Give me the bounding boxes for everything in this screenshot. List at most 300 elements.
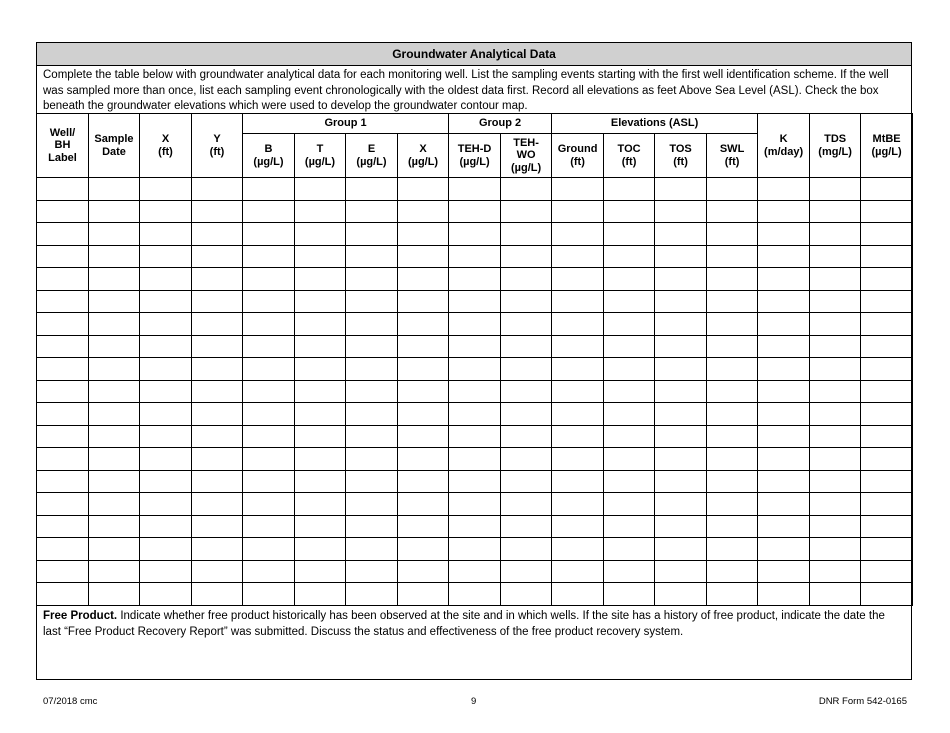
table-cell[interactable] bbox=[552, 178, 604, 201]
table-cell[interactable] bbox=[861, 245, 913, 268]
table-cell[interactable] bbox=[655, 200, 707, 223]
table-cell[interactable] bbox=[243, 380, 295, 403]
table-cell[interactable] bbox=[398, 223, 449, 246]
table-cell[interactable] bbox=[243, 358, 295, 381]
table-cell[interactable] bbox=[861, 335, 913, 358]
table-cell[interactable] bbox=[295, 335, 346, 358]
table-cell[interactable] bbox=[655, 245, 707, 268]
table-cell[interactable] bbox=[346, 583, 398, 606]
table-cell[interactable] bbox=[37, 358, 89, 381]
table-cell[interactable] bbox=[398, 245, 449, 268]
table-cell[interactable] bbox=[140, 200, 192, 223]
table-cell[interactable] bbox=[810, 583, 861, 606]
table-cell[interactable] bbox=[449, 380, 501, 403]
table-cell[interactable] bbox=[655, 493, 707, 516]
table-cell[interactable] bbox=[501, 223, 552, 246]
table-cell[interactable] bbox=[707, 268, 758, 291]
table-cell[interactable] bbox=[89, 583, 140, 606]
table-cell[interactable] bbox=[295, 425, 346, 448]
table-cell[interactable] bbox=[37, 560, 89, 583]
table-cell[interactable] bbox=[37, 448, 89, 471]
table-cell[interactable] bbox=[501, 448, 552, 471]
table-cell[interactable] bbox=[140, 425, 192, 448]
table-cell[interactable] bbox=[449, 358, 501, 381]
table-cell[interactable] bbox=[346, 515, 398, 538]
table-cell[interactable] bbox=[192, 245, 243, 268]
table-cell[interactable] bbox=[37, 380, 89, 403]
table-cell[interactable] bbox=[604, 200, 655, 223]
table-cell[interactable] bbox=[192, 583, 243, 606]
table-cell[interactable] bbox=[346, 358, 398, 381]
table-cell[interactable] bbox=[655, 403, 707, 426]
table-cell[interactable] bbox=[655, 223, 707, 246]
table-cell[interactable] bbox=[810, 515, 861, 538]
table-cell[interactable] bbox=[655, 178, 707, 201]
table-cell[interactable] bbox=[655, 335, 707, 358]
table-cell[interactable] bbox=[758, 290, 810, 313]
table-cell[interactable] bbox=[604, 245, 655, 268]
table-cell[interactable] bbox=[89, 403, 140, 426]
table-cell[interactable] bbox=[398, 268, 449, 291]
table-cell[interactable] bbox=[810, 178, 861, 201]
table-cell[interactable] bbox=[758, 200, 810, 223]
table-cell[interactable] bbox=[398, 515, 449, 538]
table-cell[interactable] bbox=[140, 448, 192, 471]
table-cell[interactable] bbox=[243, 245, 295, 268]
table-cell[interactable] bbox=[295, 290, 346, 313]
table-cell[interactable] bbox=[243, 515, 295, 538]
table-cell[interactable] bbox=[861, 515, 913, 538]
table-cell[interactable] bbox=[655, 560, 707, 583]
table-cell[interactable] bbox=[295, 358, 346, 381]
table-cell[interactable] bbox=[552, 358, 604, 381]
table-cell[interactable] bbox=[243, 448, 295, 471]
table-cell[interactable] bbox=[552, 223, 604, 246]
table-cell[interactable] bbox=[243, 403, 295, 426]
table-cell[interactable] bbox=[604, 403, 655, 426]
table-cell[interactable] bbox=[861, 538, 913, 561]
table-cell[interactable] bbox=[810, 290, 861, 313]
table-cell[interactable] bbox=[140, 290, 192, 313]
table-cell[interactable] bbox=[501, 493, 552, 516]
table-cell[interactable] bbox=[861, 403, 913, 426]
table-cell[interactable] bbox=[243, 313, 295, 336]
table-cell[interactable] bbox=[89, 268, 140, 291]
table-cell[interactable] bbox=[346, 313, 398, 336]
table-cell[interactable] bbox=[707, 403, 758, 426]
table-cell[interactable] bbox=[449, 583, 501, 606]
table-cell[interactable] bbox=[140, 560, 192, 583]
table-cell[interactable] bbox=[192, 470, 243, 493]
table-cell[interactable] bbox=[604, 335, 655, 358]
table-cell[interactable] bbox=[707, 560, 758, 583]
table-cell[interactable] bbox=[192, 538, 243, 561]
table-cell[interactable] bbox=[501, 425, 552, 448]
table-cell[interactable] bbox=[604, 425, 655, 448]
table-cell[interactable] bbox=[295, 493, 346, 516]
table-cell[interactable] bbox=[552, 560, 604, 583]
table-cell[interactable] bbox=[192, 178, 243, 201]
table-cell[interactable] bbox=[449, 560, 501, 583]
table-cell[interactable] bbox=[861, 268, 913, 291]
table-cell[interactable] bbox=[398, 538, 449, 561]
table-cell[interactable] bbox=[449, 245, 501, 268]
table-cell[interactable] bbox=[810, 470, 861, 493]
table-cell[interactable] bbox=[89, 515, 140, 538]
table-cell[interactable] bbox=[501, 245, 552, 268]
table-cell[interactable] bbox=[604, 448, 655, 471]
table-cell[interactable] bbox=[295, 313, 346, 336]
table-cell[interactable] bbox=[552, 515, 604, 538]
table-cell[interactable] bbox=[243, 268, 295, 291]
table-cell[interactable] bbox=[89, 200, 140, 223]
table-cell[interactable] bbox=[346, 268, 398, 291]
table-cell[interactable] bbox=[192, 223, 243, 246]
table-cell[interactable] bbox=[192, 560, 243, 583]
table-cell[interactable] bbox=[140, 245, 192, 268]
table-cell[interactable] bbox=[707, 178, 758, 201]
table-cell[interactable] bbox=[758, 470, 810, 493]
table-cell[interactable] bbox=[192, 335, 243, 358]
table-cell[interactable] bbox=[243, 290, 295, 313]
table-cell[interactable] bbox=[449, 313, 501, 336]
table-cell[interactable] bbox=[552, 470, 604, 493]
table-cell[interactable] bbox=[810, 425, 861, 448]
table-cell[interactable] bbox=[295, 560, 346, 583]
table-cell[interactable] bbox=[449, 290, 501, 313]
table-cell[interactable] bbox=[346, 538, 398, 561]
table-cell[interactable] bbox=[398, 403, 449, 426]
table-cell[interactable] bbox=[346, 223, 398, 246]
table-cell[interactable] bbox=[89, 448, 140, 471]
table-cell[interactable] bbox=[552, 313, 604, 336]
table-cell[interactable] bbox=[140, 470, 192, 493]
table-cell[interactable] bbox=[37, 538, 89, 561]
table-cell[interactable] bbox=[295, 178, 346, 201]
table-cell[interactable] bbox=[140, 358, 192, 381]
table-cell[interactable] bbox=[552, 538, 604, 561]
table-cell[interactable] bbox=[604, 290, 655, 313]
table-cell[interactable] bbox=[37, 493, 89, 516]
table-cell[interactable] bbox=[449, 493, 501, 516]
table-cell[interactable] bbox=[501, 583, 552, 606]
table-cell[interactable] bbox=[707, 515, 758, 538]
table-cell[interactable] bbox=[861, 200, 913, 223]
table-cell[interactable] bbox=[707, 493, 758, 516]
table-cell[interactable] bbox=[398, 448, 449, 471]
table-cell[interactable] bbox=[346, 493, 398, 516]
table-cell[interactable] bbox=[37, 178, 89, 201]
table-cell[interactable] bbox=[552, 200, 604, 223]
table-cell[interactable] bbox=[707, 583, 758, 606]
table-cell[interactable] bbox=[861, 560, 913, 583]
table-cell[interactable] bbox=[861, 470, 913, 493]
table-cell[interactable] bbox=[449, 200, 501, 223]
table-cell[interactable] bbox=[346, 290, 398, 313]
table-cell[interactable] bbox=[810, 380, 861, 403]
table-cell[interactable] bbox=[37, 425, 89, 448]
table-cell[interactable] bbox=[604, 515, 655, 538]
table-cell[interactable] bbox=[810, 560, 861, 583]
table-cell[interactable] bbox=[37, 313, 89, 336]
table-cell[interactable] bbox=[192, 358, 243, 381]
table-cell[interactable] bbox=[604, 358, 655, 381]
table-cell[interactable] bbox=[501, 200, 552, 223]
table-cell[interactable] bbox=[295, 245, 346, 268]
table-cell[interactable] bbox=[810, 448, 861, 471]
table-cell[interactable] bbox=[398, 358, 449, 381]
table-cell[interactable] bbox=[758, 223, 810, 246]
table-cell[interactable] bbox=[861, 448, 913, 471]
table-cell[interactable] bbox=[604, 560, 655, 583]
table-cell[interactable] bbox=[552, 425, 604, 448]
table-cell[interactable] bbox=[37, 268, 89, 291]
table-cell[interactable] bbox=[295, 583, 346, 606]
table-cell[interactable] bbox=[449, 425, 501, 448]
table-cell[interactable] bbox=[346, 380, 398, 403]
table-cell[interactable] bbox=[140, 515, 192, 538]
table-cell[interactable] bbox=[707, 358, 758, 381]
table-cell[interactable] bbox=[501, 470, 552, 493]
table-cell[interactable] bbox=[810, 313, 861, 336]
table-cell[interactable] bbox=[398, 313, 449, 336]
table-cell[interactable] bbox=[604, 178, 655, 201]
table-cell[interactable] bbox=[655, 425, 707, 448]
table-cell[interactable] bbox=[655, 313, 707, 336]
table-cell[interactable] bbox=[243, 560, 295, 583]
table-cell[interactable] bbox=[655, 268, 707, 291]
table-cell[interactable] bbox=[89, 380, 140, 403]
table-cell[interactable] bbox=[89, 538, 140, 561]
table-cell[interactable] bbox=[758, 425, 810, 448]
table-cell[interactable] bbox=[758, 380, 810, 403]
table-cell[interactable] bbox=[346, 448, 398, 471]
table-cell[interactable] bbox=[243, 335, 295, 358]
table-cell[interactable] bbox=[89, 358, 140, 381]
table-cell[interactable] bbox=[861, 425, 913, 448]
table-cell[interactable] bbox=[810, 403, 861, 426]
table-cell[interactable] bbox=[604, 268, 655, 291]
table-cell[interactable] bbox=[758, 560, 810, 583]
table-cell[interactable] bbox=[346, 560, 398, 583]
table-cell[interactable] bbox=[346, 425, 398, 448]
table-cell[interactable] bbox=[501, 515, 552, 538]
table-cell[interactable] bbox=[398, 583, 449, 606]
table-cell[interactable] bbox=[140, 380, 192, 403]
table-cell[interactable] bbox=[810, 268, 861, 291]
table-cell[interactable] bbox=[604, 380, 655, 403]
table-cell[interactable] bbox=[140, 583, 192, 606]
table-cell[interactable] bbox=[552, 583, 604, 606]
table-cell[interactable] bbox=[501, 335, 552, 358]
table-cell[interactable] bbox=[861, 493, 913, 516]
table-cell[interactable] bbox=[501, 313, 552, 336]
table-cell[interactable] bbox=[501, 403, 552, 426]
table-cell[interactable] bbox=[398, 290, 449, 313]
table-cell[interactable] bbox=[810, 538, 861, 561]
table-cell[interactable] bbox=[655, 290, 707, 313]
table-cell[interactable] bbox=[758, 448, 810, 471]
table-cell[interactable] bbox=[243, 223, 295, 246]
table-cell[interactable] bbox=[89, 560, 140, 583]
table-cell[interactable] bbox=[398, 178, 449, 201]
table-cell[interactable] bbox=[707, 313, 758, 336]
table-cell[interactable] bbox=[449, 268, 501, 291]
table-cell[interactable] bbox=[398, 560, 449, 583]
table-cell[interactable] bbox=[707, 335, 758, 358]
table-cell[interactable] bbox=[346, 403, 398, 426]
table-cell[interactable] bbox=[89, 290, 140, 313]
table-cell[interactable] bbox=[398, 200, 449, 223]
table-cell[interactable] bbox=[707, 290, 758, 313]
table-cell[interactable] bbox=[552, 335, 604, 358]
table-cell[interactable] bbox=[655, 470, 707, 493]
table-cell[interactable] bbox=[243, 493, 295, 516]
table-cell[interactable] bbox=[604, 223, 655, 246]
table-cell[interactable] bbox=[552, 380, 604, 403]
table-cell[interactable] bbox=[707, 538, 758, 561]
table-cell[interactable] bbox=[346, 245, 398, 268]
table-cell[interactable] bbox=[295, 268, 346, 291]
table-cell[interactable] bbox=[552, 268, 604, 291]
table-cell[interactable] bbox=[295, 403, 346, 426]
table-cell[interactable] bbox=[655, 538, 707, 561]
table-cell[interactable] bbox=[243, 178, 295, 201]
table-cell[interactable] bbox=[810, 223, 861, 246]
table-cell[interactable] bbox=[604, 470, 655, 493]
table-cell[interactable] bbox=[140, 313, 192, 336]
table-cell[interactable] bbox=[449, 470, 501, 493]
table-cell[interactable] bbox=[758, 538, 810, 561]
table-cell[interactable] bbox=[861, 223, 913, 246]
table-cell[interactable] bbox=[89, 313, 140, 336]
table-cell[interactable] bbox=[449, 178, 501, 201]
table-cell[interactable] bbox=[758, 358, 810, 381]
table-cell[interactable] bbox=[37, 223, 89, 246]
table-cell[interactable] bbox=[758, 335, 810, 358]
table-cell[interactable] bbox=[861, 358, 913, 381]
table-cell[interactable] bbox=[140, 403, 192, 426]
table-cell[interactable] bbox=[552, 290, 604, 313]
table-cell[interactable] bbox=[707, 425, 758, 448]
table-cell[interactable] bbox=[707, 448, 758, 471]
table-cell[interactable] bbox=[140, 268, 192, 291]
table-cell[interactable] bbox=[449, 403, 501, 426]
table-cell[interactable] bbox=[604, 538, 655, 561]
table-cell[interactable] bbox=[140, 335, 192, 358]
table-cell[interactable] bbox=[758, 403, 810, 426]
table-cell[interactable] bbox=[295, 223, 346, 246]
table-cell[interactable] bbox=[861, 290, 913, 313]
table-cell[interactable] bbox=[501, 178, 552, 201]
table-cell[interactable] bbox=[655, 583, 707, 606]
table-cell[interactable] bbox=[501, 538, 552, 561]
table-cell[interactable] bbox=[346, 470, 398, 493]
table-cell[interactable] bbox=[295, 380, 346, 403]
table-cell[interactable] bbox=[192, 448, 243, 471]
table-cell[interactable] bbox=[655, 448, 707, 471]
table-cell[interactable] bbox=[604, 313, 655, 336]
table-cell[interactable] bbox=[243, 200, 295, 223]
table-cell[interactable] bbox=[140, 538, 192, 561]
table-cell[interactable] bbox=[398, 493, 449, 516]
table-cell[interactable] bbox=[192, 425, 243, 448]
table-cell[interactable] bbox=[501, 358, 552, 381]
table-cell[interactable] bbox=[810, 245, 861, 268]
table-cell[interactable] bbox=[192, 403, 243, 426]
table-cell[interactable] bbox=[758, 268, 810, 291]
table-cell[interactable] bbox=[758, 515, 810, 538]
table-cell[interactable] bbox=[89, 223, 140, 246]
table-cell[interactable] bbox=[861, 313, 913, 336]
table-cell[interactable] bbox=[604, 583, 655, 606]
table-cell[interactable] bbox=[140, 493, 192, 516]
table-cell[interactable] bbox=[140, 223, 192, 246]
table-cell[interactable] bbox=[37, 245, 89, 268]
table-cell[interactable] bbox=[37, 515, 89, 538]
table-cell[interactable] bbox=[758, 493, 810, 516]
table-cell[interactable] bbox=[140, 178, 192, 201]
table-cell[interactable] bbox=[398, 470, 449, 493]
table-cell[interactable] bbox=[501, 560, 552, 583]
table-cell[interactable] bbox=[655, 515, 707, 538]
table-cell[interactable] bbox=[552, 448, 604, 471]
table-cell[interactable] bbox=[192, 290, 243, 313]
table-cell[interactable] bbox=[37, 403, 89, 426]
table-cell[interactable] bbox=[243, 583, 295, 606]
table-cell[interactable] bbox=[758, 313, 810, 336]
table-cell[interactable] bbox=[758, 178, 810, 201]
table-cell[interactable] bbox=[192, 380, 243, 403]
table-cell[interactable] bbox=[449, 515, 501, 538]
table-cell[interactable] bbox=[295, 448, 346, 471]
table-cell[interactable] bbox=[501, 268, 552, 291]
table-cell[interactable] bbox=[192, 515, 243, 538]
table-cell[interactable] bbox=[449, 335, 501, 358]
table-cell[interactable] bbox=[89, 178, 140, 201]
table-cell[interactable] bbox=[604, 493, 655, 516]
table-cell[interactable] bbox=[37, 470, 89, 493]
table-cell[interactable] bbox=[346, 200, 398, 223]
table-cell[interactable] bbox=[295, 470, 346, 493]
table-cell[interactable] bbox=[810, 493, 861, 516]
table-cell[interactable] bbox=[501, 290, 552, 313]
table-cell[interactable] bbox=[655, 380, 707, 403]
table-cell[interactable] bbox=[552, 493, 604, 516]
table-cell[interactable] bbox=[552, 403, 604, 426]
table-cell[interactable] bbox=[192, 200, 243, 223]
table-cell[interactable] bbox=[707, 470, 758, 493]
table-cell[interactable] bbox=[192, 493, 243, 516]
table-cell[interactable] bbox=[707, 380, 758, 403]
table-cell[interactable] bbox=[192, 268, 243, 291]
table-cell[interactable] bbox=[243, 538, 295, 561]
table-cell[interactable] bbox=[89, 470, 140, 493]
table-cell[interactable] bbox=[810, 358, 861, 381]
table-cell[interactable] bbox=[89, 425, 140, 448]
table-cell[interactable] bbox=[192, 313, 243, 336]
table-cell[interactable] bbox=[810, 335, 861, 358]
table-cell[interactable] bbox=[449, 223, 501, 246]
table-cell[interactable] bbox=[758, 245, 810, 268]
table-cell[interactable] bbox=[243, 425, 295, 448]
table-cell[interactable] bbox=[89, 335, 140, 358]
table-cell[interactable] bbox=[295, 538, 346, 561]
table-cell[interactable] bbox=[243, 470, 295, 493]
table-cell[interactable] bbox=[398, 380, 449, 403]
table-cell[interactable] bbox=[398, 335, 449, 358]
table-cell[interactable] bbox=[552, 245, 604, 268]
